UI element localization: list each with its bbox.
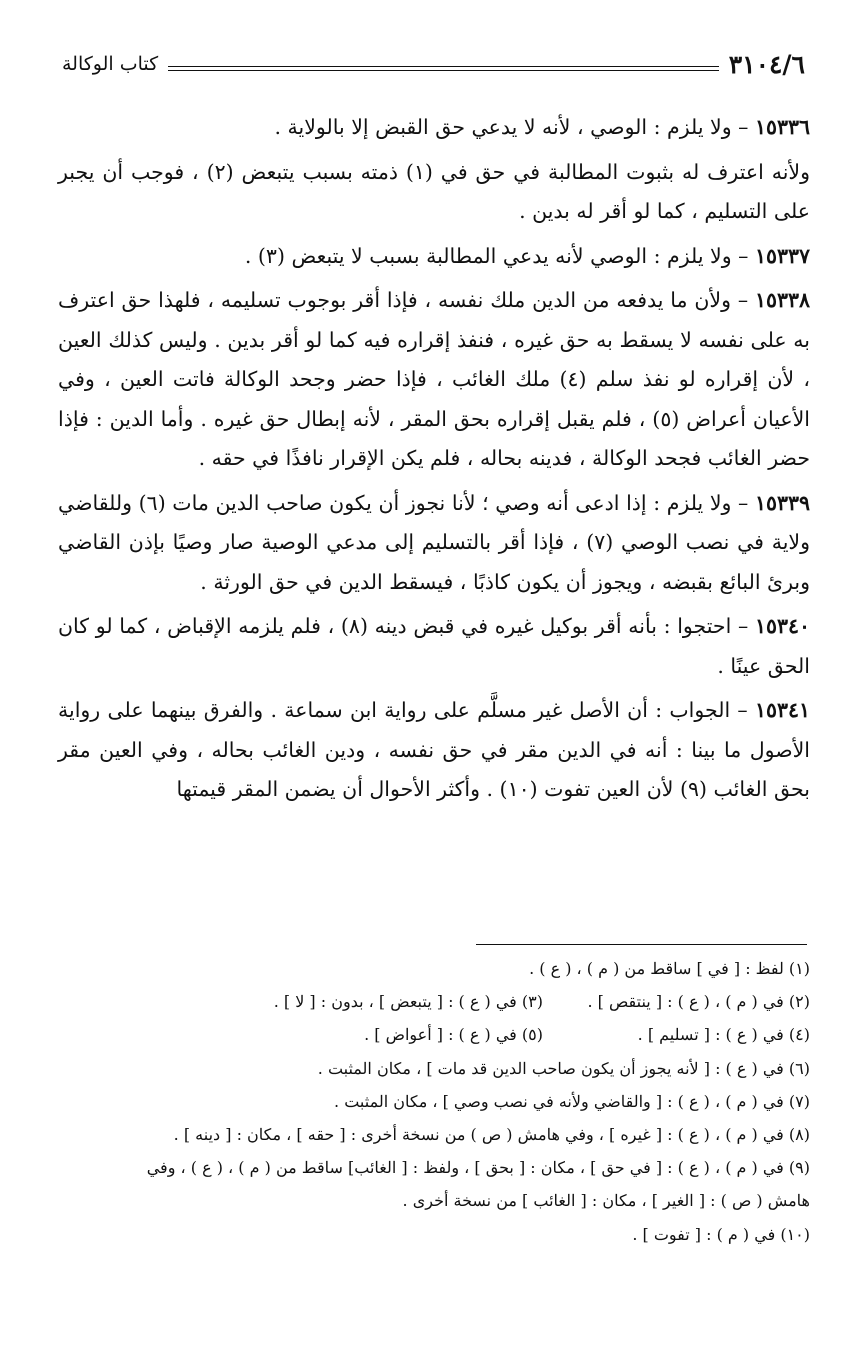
page-header <box>62 44 805 84</box>
paragraph-text: – ولا يلزم : الوصي لأنه يدعي المطالبة بسبب لا يتبعض (٣) . <box>244 243 755 268</box>
footnote-8: (٨) في ( م ) ، ( ع ) : [ غيره ] ، وفي هامش ( ص ) من نسخة أخرى : [ حقه ] ، مكان : [ دينه ] . <box>173 1125 810 1145</box>
footnote-5: (٥) في ( ع ) : [ أعواض ] . <box>364 1025 543 1045</box>
footnote-2: (٢) في ( م ) ، ( ع ) : [ ينتقص ] . <box>587 992 810 1012</box>
paragraph-number: ١٥٣٣٩ <box>754 490 810 515</box>
paragraph-continuation <box>58 153 810 232</box>
header-double-rule <box>168 66 719 67</box>
paragraph-text: – احتجوا : بأنه أقر بوكيل غيره في قبض دينه (٨) ، فلم يلزمه الإقباض ، كما لو كان الحق عينًا . <box>58 614 810 678</box>
paragraph-text: ولأنه اعترف له بثبوت المطالبة في حق في (١) ذمته بسبب يتبعض (٢) ، فوجب أن يجبر على التسليم ، كما لو أقر له بدين . <box>58 159 810 223</box>
paragraph-15339 <box>58 484 810 603</box>
footnote-9-continued: هامش ( ص ) : [ الغير ] ، مكان : [ الغائب ] من نسخة أخرى . <box>402 1191 810 1211</box>
footnote-row <box>58 1018 810 1051</box>
footnote-10: (١٠) في ( م ) : [ تفوت ] . <box>632 1224 810 1244</box>
footnotes <box>58 952 810 1251</box>
paragraph-15341 <box>58 691 810 810</box>
paragraph-number: ١٥٣٤١ <box>754 698 810 722</box>
paragraph-number: ١٥٣٣٨ <box>754 288 810 312</box>
paragraph-number: ١٥٣٣٧ <box>754 243 810 268</box>
footnote-row <box>58 985 810 1018</box>
paragraph-text: – ولا يلزم : إذا ادعى أنه وصي ؛ لأنا نجوز أن يكون صاحب الدين مات (٦) وللقاضي ولاية في نصب الوصي (٧) ، فإذا أقر بالتسليم إلى مدعي الوصية صار وصيًا بإذن القاضي وبرئ البائع بقبضه ، ويجوز أن يكون كاذبًا ، فيسقط الدين في حق الورثة . <box>58 490 810 594</box>
paragraph-15336 <box>58 108 810 148</box>
footnote-3: (٣) في ( ع ) : [ يتبعض ] ، بدون : [ لا ] . <box>273 992 543 1012</box>
footnote-6: (٦) في ( ع ) : [ لأنه يجوز أن يكون صاحب الدين قد مات ] ، مكان المثبت . <box>317 1058 810 1078</box>
footnote-4: (٤) في ( ع ) : [ تسليم ] . <box>637 1025 810 1045</box>
footnote-7: (٧) في ( م ) ، ( ع ) : [ والقاضي ولأنه في نصب وصي ] ، مكان المثبت . <box>334 1091 810 1111</box>
paragraph-15340 <box>58 607 810 686</box>
paragraph-number: ١٥٣٤٠ <box>754 614 810 638</box>
main-text <box>58 108 810 815</box>
paragraph-text: – ولأن ما يدفعه من الدين ملك نفسه ، فإذا أقر بوجوب تسليمه ، فلهذا حق اعترف به على نفسه لا يسقط به حق غيره ، فنفذ إقراره فيه كما لو أقر بدين . وليس كذلك العين ، لأن إقراره لو نفذ سلم (٤) ملك الغائب ، فإذا حضر وجحد الوكالة فاتت العين ، وفي الأعيان أعراض (٥) ، فلم يقبل إقراره بحق المقر ، لأنه إبطال حق غيره . وأما الدين : فإذا حضر الغائب فجحد الوكالة ، فدينه بحاله ، فلم يكن الإقرار نافذًا في حقه . <box>58 288 811 470</box>
footnote-9: (٩) في ( م ) ، ( ع ) : [ في حق ] ، مكان : [ بحق ] ، ولفظ : [ الغائب] ساقط من ( م ) ، ( ع ) ، وفي <box>146 1158 810 1178</box>
page-number: ٣١٠٤/٦ <box>728 49 805 79</box>
paragraph-text: – ولا يلزم : الوصي ، لأنه لا يدعي حق القبض إلا بالولاية . <box>274 115 755 139</box>
paragraph-number: ١٥٣٣٦ <box>754 115 810 139</box>
paragraph-text: – الجواب : أن الأصل غير مسلَّم على رواية ابن سماعة . والفرق بينهما على رواية الأصول ما بينا : أنه في الدين مقر في حق نفسه ، ودين الغائب بحاله ، وفي العين مقر بحق الغائب (٩) لأن العين تفوت (١٠) . وأكثر الأحوال أن يضمن المقر قيمتها <box>58 698 810 801</box>
footnote-separator <box>476 944 807 945</box>
footnote-1: (١) لفظ : [ في ] ساقط من ( م ) ، ( ع ) . <box>529 959 810 978</box>
paragraph-15338 <box>58 281 810 479</box>
paragraph-15337 <box>58 237 810 277</box>
running-title: كتاب الوكالة <box>62 53 159 75</box>
